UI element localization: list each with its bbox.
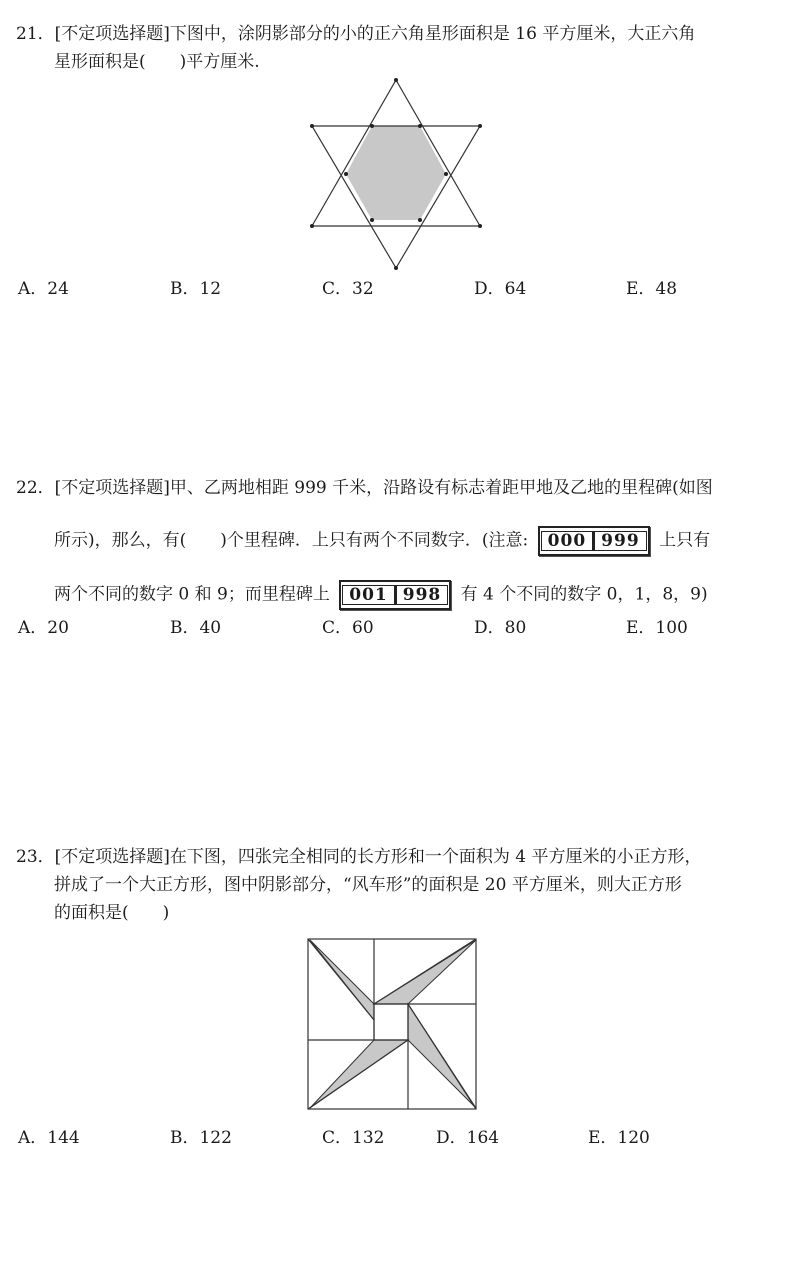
q23-option-d[interactable]: D．164: [436, 1128, 500, 1148]
q21-option-a[interactable]: A．24: [18, 279, 69, 299]
milestone-000-999: [538, 526, 650, 556]
q23-stem-line2: 拼成了一个大正方形，图中阴影部分，“风车形”的面积是 20 平方厘米，则大正方形: [54, 875, 682, 895]
q21-stem-line1: 21．[不定项选择题]下图中，涂阴影部分的小的正六角星形面积是 16 平方厘米，大正六角: [16, 24, 696, 44]
q22-option-e[interactable]: E．100: [626, 618, 688, 638]
milestone-right-number: 998: [395, 585, 449, 605]
q21-option-e[interactable]: E．48: [626, 279, 678, 299]
q23-option-a[interactable]: A．144: [18, 1128, 80, 1148]
center-small-square: [374, 1004, 408, 1040]
q22-option-a[interactable]: A．20: [18, 618, 69, 638]
pinwheel-figure: [300, 930, 486, 1116]
q22-option-b[interactable]: B．40: [170, 618, 222, 638]
q23-stem-line1: 23．[不定项选择题]在下图，四张完全相同的长方形和一个面积为 4 平方厘米的小正方形，: [16, 847, 702, 867]
q22-option-c[interactable]: C．60: [322, 618, 374, 638]
milestone-right-number: 999: [593, 531, 647, 551]
q23-option-c[interactable]: C．132: [322, 1128, 385, 1148]
q22-line2-tail: 上只有: [659, 530, 711, 551]
q22-line3-text: 两个不同的数字 0 和 9；而里程碑上: [54, 584, 330, 605]
q23-option-b[interactable]: B．122: [170, 1128, 232, 1148]
milestone-left-number: 001: [342, 585, 395, 605]
q22-stem-line1: 22．[不定项选择题]甲、乙两地相距 999 千米，沿路设有标志着距甲地及乙地的里程碑(如图: [16, 478, 713, 498]
q22-line3-tail: 有 4 个不同的数字 0，1，8，9): [460, 584, 708, 605]
q23-stem-line3: 的面积是( ): [54, 903, 170, 923]
q21-option-c[interactable]: C．32: [322, 279, 374, 299]
q22-stem-line3: [54, 580, 708, 610]
q21-option-d[interactable]: D．64: [474, 279, 527, 299]
q22-line2-text: 所示)，那么，有( )个里程碑．上只有两个不同数字．(注意:: [54, 530, 529, 551]
milestone-001-998: [339, 580, 451, 610]
q23-option-e[interactable]: E．120: [588, 1128, 650, 1148]
q21-stem-line2: 星形面积是( )平方厘米.: [54, 52, 260, 72]
q22-option-d[interactable]: D．80: [474, 618, 527, 638]
q22-stem-line2: [54, 526, 710, 556]
milestone-left-number: 000: [541, 531, 594, 551]
q21-option-b[interactable]: B．12: [170, 279, 222, 299]
hexagram-figure: [300, 72, 496, 272]
